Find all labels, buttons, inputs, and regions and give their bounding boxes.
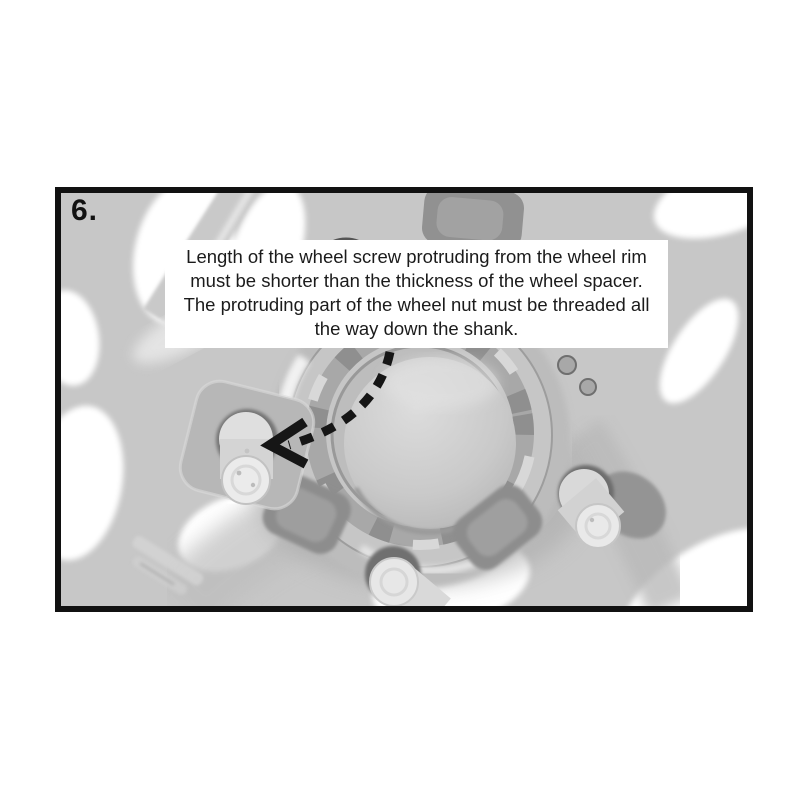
step-number: 6.: [71, 194, 99, 227]
instruction-frame: [55, 187, 753, 612]
caption-line: The protruding part of the wheel nut must be threaded all: [183, 294, 650, 315]
caption-line: must be shorter than the thickness of the wheel spacer.: [190, 270, 643, 291]
caption-line: the way down the shank.: [314, 318, 519, 339]
caption-line: Length of the wheel screw protruding from the wheel rim: [186, 246, 647, 267]
caption-box: [165, 240, 668, 348]
